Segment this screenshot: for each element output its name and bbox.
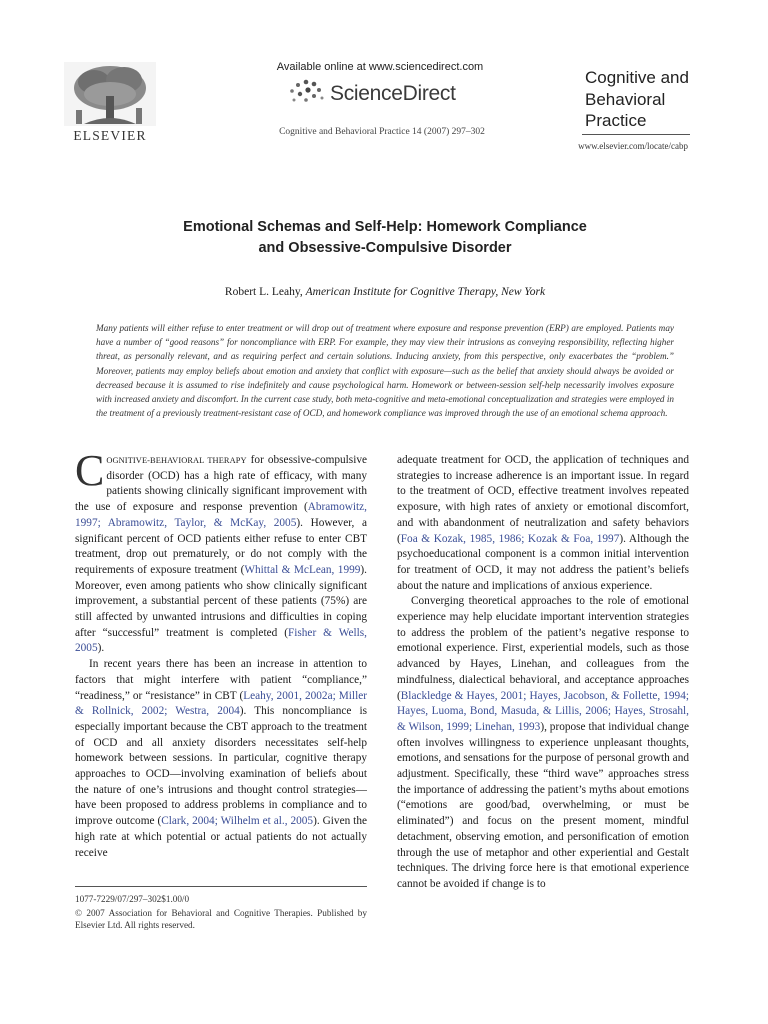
body-text: ). Moreover, even among patients who show clinically significant improvement, a substantial percent of these patients (75%) are still affected by unwanted intrusions and difficulties in coping after “successful” treatment is completed (	[75, 563, 367, 639]
body-text: for obsessive-compulsive disorder (OCD) has a high rate of efficacy, with many patients showing clinically significant improvement with the use of exposure and response prevention (	[75, 454, 367, 514]
body-text: ). Given the high rate at which potential or actual patients do not actually receive	[75, 815, 367, 859]
body-text: ), propose that individual change often involves willingness to experience unpleasant thoughts, emotions, and sensations for the purpose of personal growth and adjustment. Specifically, these “third wave” approaches stress the importance of addressing the patient’s myths about emotions (“emotions are good/bad, overwhelming, or must be eliminated”) and focus on the present moment, mindful detachment, observing emotion, and personification of emotion through the use of metaphor and other experiential and Gestalt techniques. The driving force here is that emotional experience cannot be avoided if change is to	[397, 720, 689, 890]
body-column-right	[397, 453, 689, 963]
journal-citation: Cognitive and Behavioral Practice 14 (2007) 297–302	[279, 127, 485, 137]
article-title-line: Emotional Schemas and Self-Help: Homework Compliance	[183, 219, 587, 235]
journal-title-line: Behavioral	[585, 89, 666, 109]
body-text: ). This noncompliance is especially important because the CBT approach to the treatment of OCD and all anxiety disorders necessitates self-help homework between sessions. In particular, cognitive therapy approaches to OCD—involving examination of beliefs about the nature of one’s intrusions and thought control strategies—have been proposed to address problems in compliance and to improve outcome (	[75, 705, 367, 828]
citation-link[interactable]: Clark, 2004; Wilhelm et al., 2005	[161, 815, 314, 828]
body-text: In recent years there has been an increase in attention to factors that might interfere with patient “compliance,” “readiness,” or “resistance” in CBT (	[75, 658, 367, 702]
body-paragraph	[75, 453, 367, 657]
drop-cap: C	[75, 453, 105, 495]
citation-link[interactable]: Whittal & McLean, 1999	[244, 563, 361, 576]
sciencedirect-dots-icon	[284, 77, 328, 109]
journal-url-link[interactable]: www.elsevier.com/locate/cabp	[578, 141, 688, 151]
citation-link[interactable]: Abramowitz, 1997; Abramowitz, Taylor, & McKay, 2005	[75, 501, 367, 529]
sciencedirect-wordmark[interactable]: ScienceDirect	[330, 82, 456, 105]
journal-title-divider	[582, 134, 690, 135]
author-name: Robert L. Leahy,	[224, 286, 303, 298]
body-paragraph	[397, 453, 689, 594]
publisher-name: ELSEVIER	[73, 128, 147, 143]
journal-title-line: Cognitive and	[585, 68, 689, 87]
body-text: ). However, a significant percent of OCD patients either refuse to enter CBT treatment, drop out prematurely, or do not comply with the requirements of exposure treatment (	[75, 516, 367, 576]
citation-link[interactable]: Leahy, 2001, 2002a; Miller & Rollnick, 2002; Westra, 2004	[75, 689, 367, 718]
citation-link[interactable]: Foa & Kozak, 1985, 1986; Kozak & Foa, 1997	[400, 532, 620, 545]
article-title-line: and Obsessive-Compulsive Disorder	[258, 240, 512, 256]
body-paragraph	[397, 594, 689, 892]
body-paragraph	[75, 657, 367, 861]
author-affiliation: American Institute for Cognitive Therapy, New York	[305, 286, 546, 298]
issn-line: 1077-7229/07/297–302$1.00/0	[75, 894, 190, 904]
article-title	[90, 217, 680, 259]
citation-link[interactable]: Fisher & Wells, 2005	[75, 626, 367, 655]
body-text: Converging theoretical approaches to the role of emotional experience may help elucidate important intervention strategies to address the problem of the patient’s negative response to emotional experience. First, experiential models, such as those advanced by Hayes, Linehan, and colleagues from the mindfulness, dialectical behavioral, and acceptance approaches (	[397, 595, 689, 702]
body-text: ).	[97, 642, 105, 655]
abstract: Many patients will either refuse to enter treatment or will drop out of treatment where exposure and response prevention (ERP) are employed. Patients may have a number of “good reasons” for noncompliance with ERP. For example, they may view their intrusions as conveying responsibility, reflecting higher threat, as personally relevant, and as requiring perfect and certain solutions. Inducing anxiety, from this perspective, only exacerbates the “problem.” Moreover, patients may employ beliefs about emotion and anxiety that conflict with exposure—such as the belief that anxiety should always be avoided or decreased because it is assumed to rise indefinitely and cause psychological harm. Homework or between-session self-help necessarily involves exposure with increased anxiety and discomfort. In the current case study, both meta-cognitive and meta-emotional conceptualization and strategies were employed in the treatment of a previously treatment-resistant case of OCD, and homework compliance was improved through the use of an emotional schema approach.	[96, 323, 674, 419]
small-caps-lead: OGNITIVE-BEHAVIORAL THERAPY	[106, 456, 247, 465]
available-online-link[interactable]: Available online at www.sciencedirect.com	[276, 61, 484, 73]
citation-link[interactable]: Blackledge & Hayes, 2001; Hayes, Jacobson, & Follette, 1994; Hayes, Luoma, Bond, Masuda, & Lillis, 2006; Hayes, Strosahl, & Wilson, 1999; Linehan, 1993	[397, 689, 689, 733]
body-text: adequate treatment for OCD, the application of techniques and strategies to increase adherence is an important issue. In regard to the treatment of OCD, effective treatment involves repeated exposure, with high rates of anxiety or emotional discomfort, and with abandonment of neutralization and safety behaviors (	[397, 454, 689, 545]
author-line	[90, 286, 680, 298]
journal-title	[585, 67, 689, 132]
footnote-rule	[75, 886, 367, 887]
copyright-notice: © 2007 Association for Behavioral and Cognitive Therapies. Published by Elsevier Ltd. All rights reserved.	[75, 908, 367, 931]
journal-title-line: Practice	[585, 111, 647, 130]
body-column-left	[75, 453, 367, 878]
body-text: ). Although the psychoeducational component is a common initial intervention for treatment of OCD, it may not address the patient’s beliefs about the nature and implications of anxious experience.	[397, 532, 689, 592]
